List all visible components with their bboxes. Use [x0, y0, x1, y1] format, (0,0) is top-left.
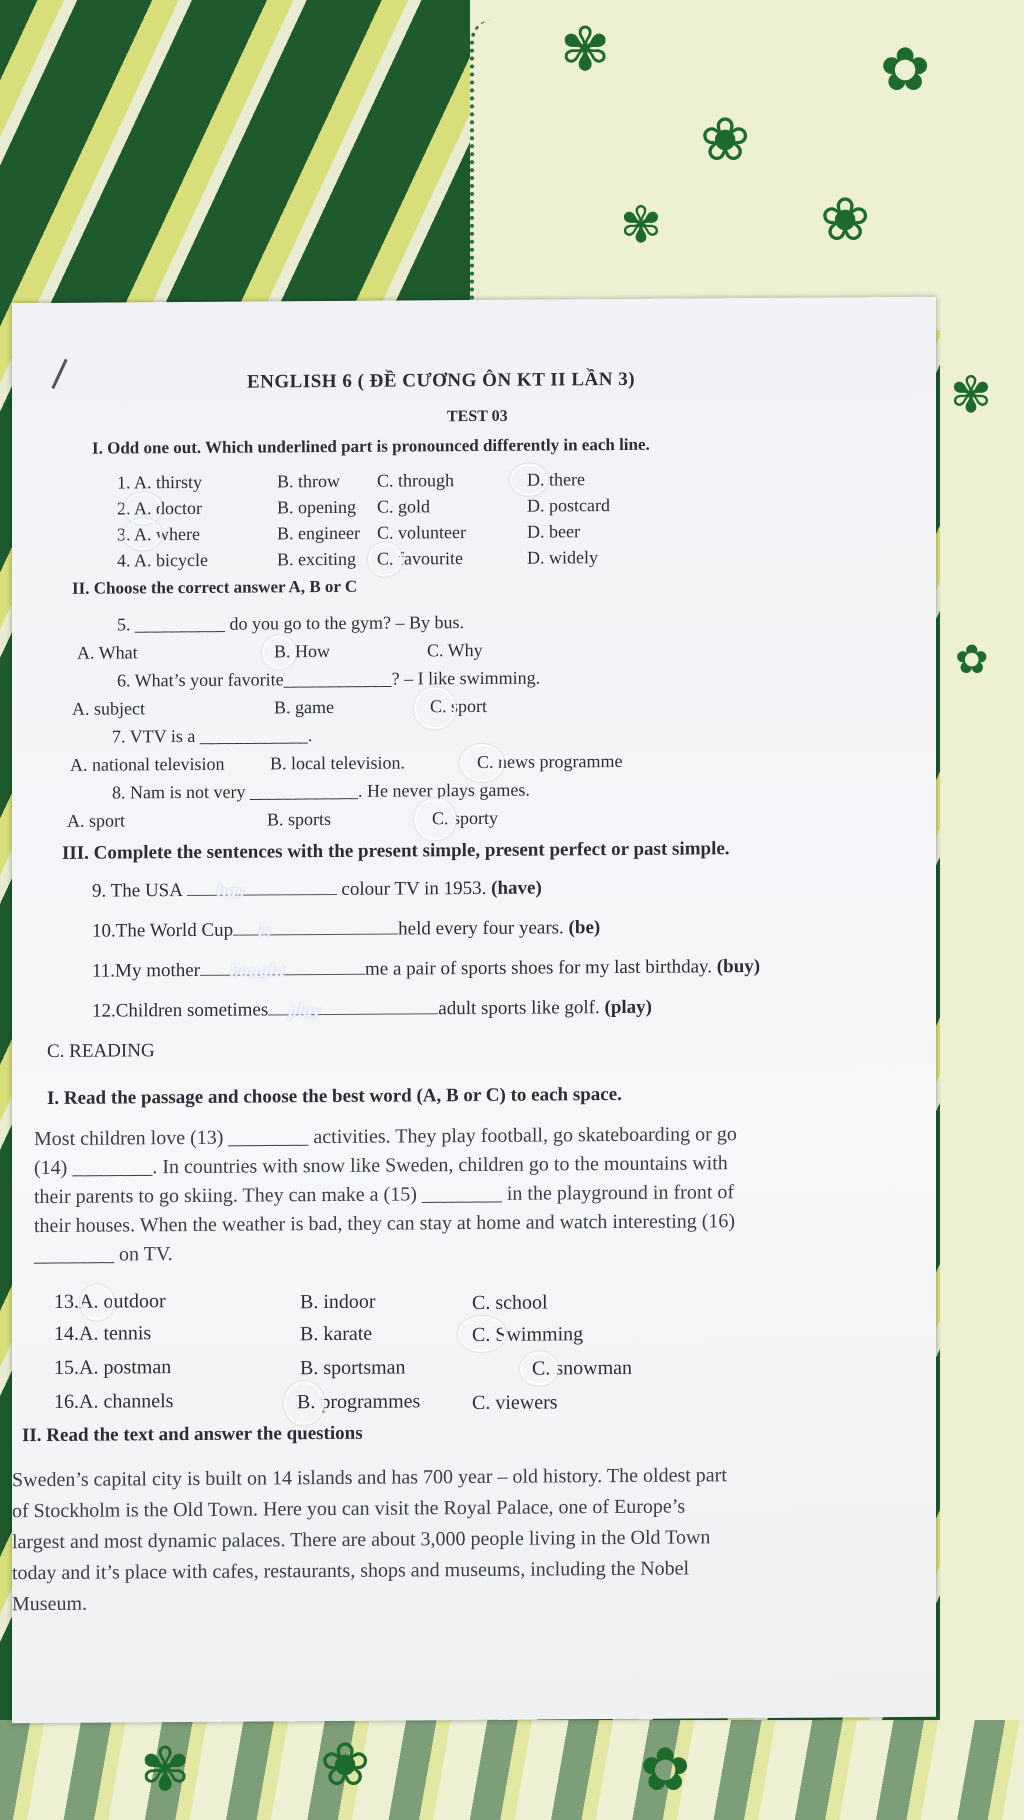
row3-d: D. beer	[527, 521, 580, 542]
row1-a: 1. A. thirsty	[117, 471, 203, 493]
reading-part2-heading: II. Read the text and answer the questions	[22, 1422, 363, 1447]
q15-opt-b: B. sportsman	[300, 1356, 406, 1380]
passage-line: ________ on TV.	[34, 1243, 173, 1267]
row4-d: D. widely	[527, 547, 598, 568]
leaf-icon: ✿	[955, 637, 989, 682]
section2-heading: II. Choose the correct answer A, B or C	[72, 576, 358, 598]
q8-opt-c: C. sporty	[432, 807, 499, 829]
q6-opt-b: B. game	[274, 696, 334, 718]
leaf-icon: ❀	[700, 107, 751, 173]
row1-d: D. there	[527, 469, 585, 490]
q10-verb: (be)	[568, 917, 601, 939]
q14-opt-b: B. karate	[300, 1322, 373, 1346]
q9-answer: has	[216, 880, 245, 902]
row3-a: 3. A. where	[117, 523, 200, 545]
q16-opt-a: 16.A. channels	[54, 1390, 174, 1413]
section3-heading: III. Complete the sentences with the present simple, present perfect or past simple.	[62, 838, 730, 864]
q6-opt-a: A. subject	[72, 698, 145, 719]
q5-opt-a: A. What	[77, 642, 138, 663]
q10-blank	[233, 920, 398, 942]
leaf-icon: ✾	[620, 197, 662, 253]
answer-circle	[80, 1285, 114, 1321]
text-line: today and it’s place with cafes, restaurants, shops and museums, including the Nobel	[12, 1557, 690, 1585]
fabric-pattern-right	[940, 300, 1024, 1820]
leaf-icon: ✾	[140, 1737, 191, 1803]
row4-a: 4. A. bicycle	[117, 549, 208, 571]
leaf-icon: ✾	[560, 17, 611, 83]
answer-circle	[414, 798, 456, 840]
q12-prefix: 12.Children sometimes	[92, 999, 269, 1022]
row1-b: B. throw	[277, 470, 340, 492]
passage-line: their houses. When the weather is bad, they can stay at home and watch interesting (16)	[34, 1210, 736, 1238]
q8: 8. Nam is not very ____________. He never plays games.	[112, 779, 530, 803]
leaf-icon: ✾	[950, 367, 992, 423]
answer-circle	[124, 518, 162, 550]
q10	[92, 917, 600, 943]
section1-heading: I. Odd one out. Which underlined part is pronounced differently in each line.	[92, 434, 650, 458]
leaf-icon: ✿	[640, 1737, 691, 1803]
reading-part1-heading: I. Read the passage and choose the best word (A, B or C) to each space.	[47, 1083, 622, 1109]
passage-line: (14) ________. In countries with snow like Sweden, children go to the mountains with	[34, 1152, 728, 1180]
q11-suffix: me a pair of sports shoes for my last birthday.	[365, 956, 717, 980]
q12	[92, 997, 652, 1023]
pen-mark	[51, 359, 67, 389]
answer-circle	[460, 744, 504, 782]
q10-answer: is	[258, 920, 271, 942]
q11-answer: bought	[230, 960, 285, 982]
q6-opt-c: C. sport	[430, 695, 488, 717]
answer-circle	[510, 463, 548, 495]
q7-opt-b: B. local television.	[270, 752, 405, 774]
q11-prefix: 11.My mother	[92, 959, 201, 982]
q9-prefix: 9. The USA	[92, 880, 182, 902]
answer-circle	[414, 687, 456, 729]
q15-opt-a: 15.A. postman	[54, 1356, 172, 1379]
reading-heading: C. READING	[47, 1040, 155, 1062]
q13-opt-a: 13.A. outdoor	[54, 1290, 166, 1313]
q11-verb: (buy)	[716, 956, 761, 978]
q5-opt-b: B. How	[274, 641, 331, 662]
q7: 7. VTV is a ____________.	[112, 725, 313, 747]
q10-suffix: held every four years.	[398, 917, 569, 940]
q12-suffix: adult sports like golf.	[438, 997, 605, 1020]
row3-c: C. volunteer	[377, 522, 466, 543]
answer-circle	[458, 1316, 506, 1352]
reading-text	[12, 1460, 727, 1620]
q14-opt-a: 14.A. tennis	[54, 1322, 152, 1345]
row3-b: B. engineer	[277, 522, 360, 544]
row2-d: D. postcard	[527, 495, 610, 516]
q12-blank	[268, 1000, 438, 1022]
q16-opt-c: C. viewers	[472, 1391, 558, 1415]
row2-a: 2. A. doctor	[117, 497, 202, 519]
page-title: ENGLISH 6 ( ĐỀ CƯƠNG ÔN KT II LẦN 3)	[247, 368, 636, 393]
q9-verb: (have)	[491, 877, 542, 899]
q7-opt-c: C. news programme	[477, 750, 623, 772]
q6: 6. What’s your favorite____________? – I like swimming.	[117, 667, 541, 691]
q16-opt-b: B. programmes	[297, 1390, 421, 1414]
q11-blank	[200, 960, 365, 982]
test-number: TEST 03	[447, 407, 508, 426]
answer-circle	[520, 1351, 558, 1385]
row1-c: C. through	[377, 470, 455, 491]
q8-opt-a: A. sport	[67, 810, 125, 831]
q13-opt-b: B. indoor	[300, 1290, 376, 1314]
row2-c: C. gold	[377, 496, 431, 517]
q12-answer: play	[288, 1000, 321, 1022]
text-line: of Stockholm is the Old Town. Here you can visit the Royal Palace, one of Europe’s	[12, 1495, 686, 1523]
worksheet-paper	[12, 297, 936, 1723]
leaf-icon: ❀	[820, 187, 871, 253]
answer-circle	[284, 1381, 324, 1425]
q14-opt-c: C. Swimming	[472, 1323, 584, 1347]
leaf-icon: ✿	[880, 37, 931, 103]
q7-opt-a: A. national television	[70, 753, 225, 775]
q5: 5. __________ do you go to the gym? – By bus.	[117, 612, 464, 635]
passage-line: their parents to go skiing. They can make a (15) ________ in the playground in front of	[34, 1181, 735, 1209]
q15-opt-c: C. snowman	[532, 1356, 632, 1380]
answer-circle	[262, 635, 296, 669]
q11	[92, 956, 760, 983]
row4-c: C. favourite	[377, 548, 463, 569]
row4-b: B. exciting	[277, 548, 356, 570]
q9-suffix: colour TV in 1953.	[341, 877, 492, 900]
text-line: largest and most dynamic palaces. There are about 3,000 people living in the Old Town	[12, 1526, 711, 1554]
answer-circle	[368, 543, 402, 577]
reading-passage	[34, 1120, 737, 1270]
text-line: Museum.	[12, 1592, 87, 1616]
text-line: Sweden’s capital city is built on 14 islands and has 700 year – old history. The oldest part	[12, 1464, 727, 1492]
q9	[92, 878, 542, 903]
q8-opt-b: B. sports	[267, 808, 332, 830]
passage-line: Most children love (13) ________ activities. They play football, go skateboarding or go	[34, 1123, 737, 1151]
q9-blank	[187, 880, 337, 902]
q5-opt-c: C. Why	[427, 639, 483, 661]
row2-b: B. opening	[277, 496, 356, 518]
fabric-dotted-border	[470, 20, 514, 320]
q13-opt-c: C. school	[472, 1291, 548, 1315]
leaf-icon: ❀	[320, 1732, 371, 1798]
q12-verb: (play)	[604, 996, 652, 1019]
q10-prefix: 10.The World Cup	[92, 919, 234, 942]
